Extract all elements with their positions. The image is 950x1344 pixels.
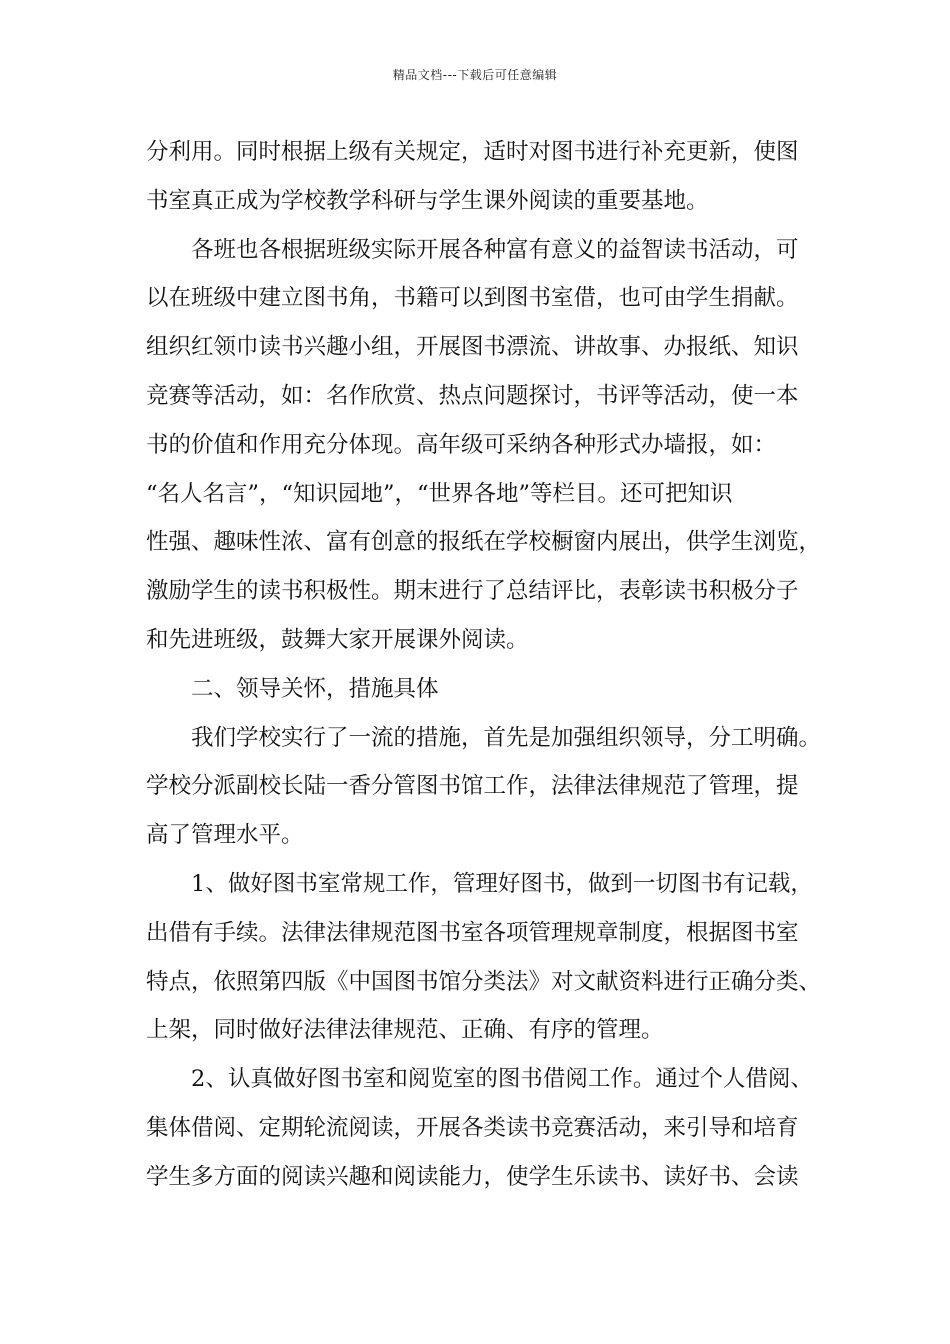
- paragraph-start-line: 我们学校实行了一流的措施，首先是加强组织领导，分工明确。: [191, 724, 822, 751]
- text-line: 学生多方面的阅读兴趣和阅读能力，使学生乐读书、读好书、会读: [146, 1163, 799, 1190]
- text-line: 激励学生的读书积极性。期末进行了总结评比，表彰读书积极分子: [146, 578, 799, 605]
- text-line: 书的价值和作用充分体现。高年级可采纳各种形式办墙报，如：: [146, 431, 777, 458]
- page-header: 精品文档---下载后可任意编辑: [392, 68, 558, 82]
- text-line: 组织红领巾读书兴趣小组，开展图书漂流、讲故事、办报纸、知识: [146, 334, 799, 361]
- text-line: 书室真正成为学校教学科研与学生课外阅读的重要基地。: [146, 187, 709, 214]
- paragraph-start-line: 2、认真做好图书室和阅览室的图书借阅工作。通过个人借阅、: [191, 1066, 813, 1093]
- text-line: 特点，依照第四版《中国图书馆分类法》对文献资料进行正确分类、: [146, 968, 822, 995]
- text-line: 以在班级中建立图书角，书籍可以到图书室借，也可由学生捐献。: [146, 285, 799, 312]
- text-line: 上架，同时做好法律法律规范、正确、有序的管理。: [146, 1017, 664, 1044]
- text-line: 高了管理水平。: [146, 822, 304, 849]
- text-line: 学校分派副校长陆一香分管图书馆工作，法律法律规范了管理，提: [146, 773, 799, 800]
- document-body: [146, 128, 826, 1202]
- paragraph-start-line: 1、做好图书室常规工作，管理好图书，做到一切图书有记载，: [191, 870, 813, 897]
- text-line: 出借有手续。法律法律规范图书室各项管理规章制度，根据图书室: [146, 919, 799, 946]
- text-line: 和先进班级，鼓舞大家开展课外阅读。: [146, 626, 529, 653]
- paragraph-start-line: 各班也各根据班级实际开展各种富有意义的益智读书活动，可: [191, 236, 799, 263]
- text-line: 分利用。同时根据上级有关规定，适时对图书进行补充更新，使图: [146, 139, 799, 165]
- section-heading: 二、领导关怀，措施具体: [191, 675, 439, 702]
- text-line: “名人名言”，“知识园地”，“世界各地”等栏目。还可把知识: [146, 480, 733, 507]
- text-line: 性强、趣味性浓、富有创意的报纸在学校橱窗内展出，供学生浏览，: [146, 529, 822, 556]
- text-line: 竞赛等活动，如：名作欣赏、热点问题探讨，书评等活动，使一本: [146, 382, 799, 409]
- text-line: 集体借阅、定期轮流阅读，开展各类读书竞赛活动，来引导和培育: [146, 1114, 799, 1141]
